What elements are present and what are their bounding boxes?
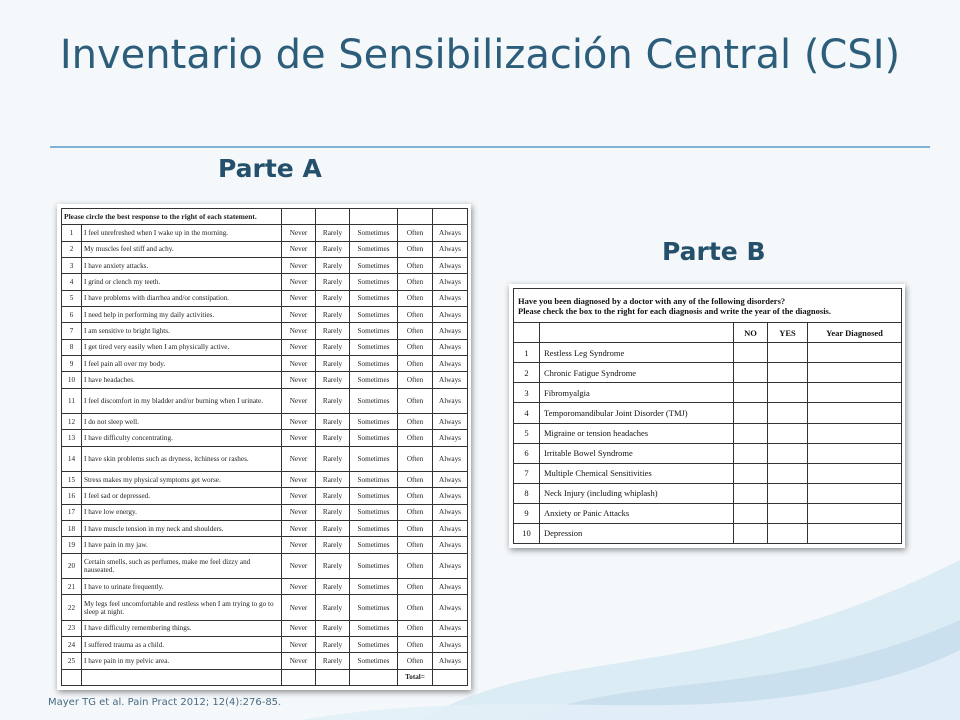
response-option-never[interactable]: Never bbox=[282, 290, 316, 306]
diagnosis-name: Neck Injury (including whiplash) bbox=[540, 483, 734, 503]
table-row bbox=[62, 595, 468, 620]
part-a-questionnaire bbox=[57, 204, 471, 690]
response-option-always[interactable]: Always bbox=[433, 653, 468, 669]
table-row bbox=[62, 356, 468, 372]
response-option-never[interactable]: Never bbox=[282, 388, 316, 413]
item-statement: I feel discomfort in my bladder and/or burning when I urinate. bbox=[82, 388, 282, 413]
item-statement: My muscles feel stiff and achy. bbox=[82, 241, 282, 257]
response-option-sometimes[interactable]: Sometimes bbox=[350, 388, 398, 413]
item-number: 19 bbox=[62, 537, 82, 553]
table-row bbox=[62, 446, 468, 471]
response-option-often[interactable]: Often bbox=[398, 595, 433, 620]
item-number: 17 bbox=[62, 504, 82, 520]
response-option-often[interactable]: Often bbox=[398, 306, 433, 322]
response-option-never[interactable]: Never bbox=[282, 356, 316, 372]
response-option-often[interactable]: Often bbox=[398, 339, 433, 355]
year-diagnosed-cell[interactable] bbox=[808, 443, 902, 463]
response-option-always[interactable]: Always bbox=[433, 620, 468, 636]
response-option-sometimes[interactable]: Sometimes bbox=[350, 372, 398, 388]
table-row bbox=[62, 290, 468, 306]
response-option-often[interactable]: Often bbox=[398, 274, 433, 290]
item-statement: I have low energy. bbox=[82, 504, 282, 520]
blank-cell bbox=[398, 209, 433, 225]
no-checkbox-cell[interactable] bbox=[734, 343, 768, 363]
blank-cell bbox=[62, 669, 82, 685]
item-number: 15 bbox=[62, 472, 82, 488]
response-option-often[interactable]: Often bbox=[398, 388, 433, 413]
table-row bbox=[514, 403, 902, 423]
response-option-rarely[interactable]: Rarely bbox=[316, 257, 350, 273]
item-number: 1 bbox=[514, 343, 540, 363]
response-option-always[interactable]: Always bbox=[433, 488, 468, 504]
no-checkbox-cell[interactable] bbox=[734, 443, 768, 463]
table-row bbox=[514, 343, 902, 363]
response-option-sometimes[interactable]: Sometimes bbox=[350, 537, 398, 553]
response-option-often[interactable]: Often bbox=[398, 553, 433, 578]
response-option-rarely[interactable]: Rarely bbox=[316, 430, 350, 446]
response-option-sometimes[interactable]: Sometimes bbox=[350, 356, 398, 372]
table-row bbox=[62, 372, 468, 388]
table-row bbox=[62, 388, 468, 413]
response-option-sometimes[interactable]: Sometimes bbox=[350, 257, 398, 273]
item-number: 11 bbox=[62, 388, 82, 413]
response-option-sometimes[interactable]: Sometimes bbox=[350, 274, 398, 290]
response-option-often[interactable]: Often bbox=[398, 637, 433, 653]
table-row bbox=[62, 553, 468, 578]
response-option-never[interactable]: Never bbox=[282, 653, 316, 669]
table-row bbox=[514, 383, 902, 403]
col-yes-header: YES bbox=[768, 323, 808, 343]
response-option-often[interactable]: Often bbox=[398, 579, 433, 595]
response-option-never[interactable]: Never bbox=[282, 446, 316, 471]
response-option-always[interactable]: Always bbox=[433, 637, 468, 653]
response-option-sometimes[interactable]: Sometimes bbox=[350, 339, 398, 355]
response-option-sometimes[interactable]: Sometimes bbox=[350, 637, 398, 653]
diagnosis-name: Restless Leg Syndrome bbox=[540, 343, 734, 363]
part-b-intro-line2: Please check the box to the right for each diagnosis and write the year of the diagnosis. bbox=[518, 305, 831, 316]
response-option-often[interactable]: Often bbox=[398, 537, 433, 553]
diagnosis-name: Irritable Bowel Syndrome bbox=[540, 443, 734, 463]
item-number: 5 bbox=[62, 290, 82, 306]
response-option-always[interactable]: Always bbox=[433, 225, 468, 241]
response-option-never[interactable]: Never bbox=[282, 595, 316, 620]
response-option-rarely[interactable]: Rarely bbox=[316, 274, 350, 290]
response-option-often[interactable]: Often bbox=[398, 323, 433, 339]
response-option-sometimes[interactable]: Sometimes bbox=[350, 553, 398, 578]
blank-cell bbox=[514, 323, 540, 343]
response-option-often[interactable]: Often bbox=[398, 488, 433, 504]
yes-checkbox-cell[interactable] bbox=[768, 343, 808, 363]
response-option-sometimes[interactable]: Sometimes bbox=[350, 653, 398, 669]
yes-checkbox-cell[interactable] bbox=[768, 383, 808, 403]
response-option-never[interactable]: Never bbox=[282, 257, 316, 273]
item-number: 1 bbox=[62, 225, 82, 241]
citation: Mayer TG et al. Pain Pract 2012; 12(4):276-85. bbox=[48, 697, 282, 708]
table-row bbox=[514, 463, 902, 483]
total-value-cell[interactable] bbox=[433, 669, 468, 685]
response-option-never[interactable]: Never bbox=[282, 579, 316, 595]
yes-checkbox-cell[interactable] bbox=[768, 423, 808, 443]
response-option-rarely[interactable]: Rarely bbox=[316, 579, 350, 595]
year-diagnosed-cell[interactable] bbox=[808, 523, 902, 543]
year-diagnosed-cell[interactable] bbox=[808, 463, 902, 483]
response-option-often[interactable]: Often bbox=[398, 620, 433, 636]
item-statement: My legs feel uncomfortable and restless when I am trying to go to sleep at night. bbox=[82, 595, 282, 620]
table-row bbox=[514, 363, 902, 383]
table-row bbox=[62, 323, 468, 339]
response-option-often[interactable]: Often bbox=[398, 504, 433, 520]
table-row bbox=[514, 443, 902, 463]
blank-cell bbox=[316, 669, 350, 685]
item-statement: Stress makes my physical symptoms get worse. bbox=[82, 472, 282, 488]
response-option-never[interactable]: Never bbox=[282, 372, 316, 388]
blank-cell bbox=[540, 323, 734, 343]
response-option-sometimes[interactable]: Sometimes bbox=[350, 579, 398, 595]
item-number: 23 bbox=[62, 620, 82, 636]
yes-checkbox-cell[interactable] bbox=[768, 443, 808, 463]
response-option-always[interactable]: Always bbox=[433, 537, 468, 553]
item-number: 12 bbox=[62, 414, 82, 430]
part-a-label: Parte A bbox=[218, 154, 322, 183]
response-option-rarely[interactable]: Rarely bbox=[316, 225, 350, 241]
item-statement: I have headaches. bbox=[82, 372, 282, 388]
table-row bbox=[514, 483, 902, 503]
year-diagnosed-cell[interactable] bbox=[808, 503, 902, 523]
item-number: 16 bbox=[62, 488, 82, 504]
response-option-always[interactable]: Always bbox=[433, 241, 468, 257]
blank-cell bbox=[350, 669, 398, 685]
item-number: 14 bbox=[62, 446, 82, 471]
response-option-often[interactable]: Often bbox=[398, 414, 433, 430]
table-row bbox=[62, 274, 468, 290]
response-option-rarely[interactable]: Rarely bbox=[316, 388, 350, 413]
item-number: 7 bbox=[62, 323, 82, 339]
table-row bbox=[62, 430, 468, 446]
item-number: 6 bbox=[514, 443, 540, 463]
yes-checkbox-cell[interactable] bbox=[768, 523, 808, 543]
item-statement: I am sensitive to bright lights. bbox=[82, 323, 282, 339]
response-option-sometimes[interactable]: Sometimes bbox=[350, 595, 398, 620]
response-option-sometimes[interactable]: Sometimes bbox=[350, 430, 398, 446]
response-option-never[interactable]: Never bbox=[282, 339, 316, 355]
part-b-table bbox=[513, 288, 902, 544]
response-option-rarely[interactable]: Rarely bbox=[316, 595, 350, 620]
response-option-rarely[interactable]: Rarely bbox=[316, 472, 350, 488]
diagnosis-name: Chronic Fatigue Syndrome bbox=[540, 363, 734, 383]
response-option-always[interactable]: Always bbox=[433, 257, 468, 273]
table-row bbox=[62, 488, 468, 504]
response-option-often[interactable]: Often bbox=[398, 521, 433, 537]
item-statement: I feel pain all over my body. bbox=[82, 356, 282, 372]
blank-cell bbox=[316, 209, 350, 225]
response-option-always[interactable]: Always bbox=[433, 595, 468, 620]
response-option-sometimes[interactable]: Sometimes bbox=[350, 414, 398, 430]
response-option-sometimes[interactable]: Sometimes bbox=[350, 472, 398, 488]
response-option-never[interactable]: Never bbox=[282, 472, 316, 488]
response-option-rarely[interactable]: Rarely bbox=[316, 241, 350, 257]
response-option-rarely[interactable]: Rarely bbox=[316, 446, 350, 471]
response-option-often[interactable]: Often bbox=[398, 356, 433, 372]
item-number: 9 bbox=[514, 503, 540, 523]
blank-cell bbox=[433, 209, 468, 225]
response-option-never[interactable]: Never bbox=[282, 323, 316, 339]
item-statement: I have difficulty remembering things. bbox=[82, 620, 282, 636]
response-option-never[interactable]: Never bbox=[282, 225, 316, 241]
item-statement: I have problems with diarrhea and/or constipation. bbox=[82, 290, 282, 306]
response-option-always[interactable]: Always bbox=[433, 274, 468, 290]
response-option-often[interactable]: Often bbox=[398, 372, 433, 388]
item-number: 6 bbox=[62, 306, 82, 322]
response-option-never[interactable]: Never bbox=[282, 241, 316, 257]
part-a-instruction: Please circle the best response to the right of each statement. bbox=[62, 209, 282, 225]
table-row bbox=[62, 414, 468, 430]
total-row bbox=[62, 669, 468, 685]
yes-checkbox-cell[interactable] bbox=[768, 363, 808, 383]
item-number: 7 bbox=[514, 463, 540, 483]
no-checkbox-cell[interactable] bbox=[734, 403, 768, 423]
response-option-rarely[interactable]: Rarely bbox=[316, 290, 350, 306]
no-checkbox-cell[interactable] bbox=[734, 463, 768, 483]
no-checkbox-cell[interactable] bbox=[734, 483, 768, 503]
response-option-sometimes[interactable]: Sometimes bbox=[350, 504, 398, 520]
response-option-always[interactable]: Always bbox=[433, 504, 468, 520]
diagnosis-name: Migraine or tension headaches bbox=[540, 423, 734, 443]
item-statement: Certain smells, such as perfumes, make me feel dizzy and nauseated. bbox=[82, 553, 282, 578]
response-option-often[interactable]: Often bbox=[398, 446, 433, 471]
response-option-never[interactable]: Never bbox=[282, 414, 316, 430]
response-option-never[interactable]: Never bbox=[282, 620, 316, 636]
part-b-label: Parte B bbox=[662, 237, 766, 266]
col-no-header: NO bbox=[734, 323, 768, 343]
item-number: 18 bbox=[62, 521, 82, 537]
year-diagnosed-cell[interactable] bbox=[808, 343, 902, 363]
item-statement: I feel unrefreshed when I wake up in the morning. bbox=[82, 225, 282, 241]
item-statement: I have difficulty concentrating. bbox=[82, 430, 282, 446]
yes-checkbox-cell[interactable] bbox=[768, 483, 808, 503]
no-checkbox-cell[interactable] bbox=[734, 423, 768, 443]
total-label: Total= bbox=[398, 669, 433, 685]
response-option-often[interactable]: Often bbox=[398, 257, 433, 273]
no-checkbox-cell[interactable] bbox=[734, 383, 768, 403]
table-row bbox=[514, 503, 902, 523]
table-row bbox=[62, 257, 468, 273]
table-row bbox=[62, 620, 468, 636]
table-row bbox=[62, 579, 468, 595]
response-option-always[interactable]: Always bbox=[433, 290, 468, 306]
response-option-sometimes[interactable]: Sometimes bbox=[350, 290, 398, 306]
table-row bbox=[62, 241, 468, 257]
item-number: 9 bbox=[62, 356, 82, 372]
item-statement: I have pain in my pelvic area. bbox=[82, 653, 282, 669]
part-b-intro bbox=[514, 289, 902, 323]
response-option-often[interactable]: Often bbox=[398, 430, 433, 446]
response-option-always[interactable]: Always bbox=[433, 388, 468, 413]
response-option-often[interactable]: Often bbox=[398, 472, 433, 488]
yes-checkbox-cell[interactable] bbox=[768, 503, 808, 523]
item-statement: I suffered trauma as a child. bbox=[82, 637, 282, 653]
table-row bbox=[62, 339, 468, 355]
blank-cell bbox=[350, 209, 398, 225]
response-option-never[interactable]: Never bbox=[282, 537, 316, 553]
response-option-rarely[interactable]: Rarely bbox=[316, 323, 350, 339]
diagnosis-name: Multiple Chemical Sensitivities bbox=[540, 463, 734, 483]
response-option-always[interactable]: Always bbox=[433, 414, 468, 430]
response-option-rarely[interactable]: Rarely bbox=[316, 306, 350, 322]
response-option-always[interactable]: Always bbox=[433, 339, 468, 355]
response-option-always[interactable]: Always bbox=[433, 356, 468, 372]
diagnosis-name: Depression bbox=[540, 523, 734, 543]
diagnosis-name: Anxiety or Panic Attacks bbox=[540, 503, 734, 523]
item-statement: I have skin problems such as dryness, itchiness or rashes. bbox=[82, 446, 282, 471]
table-row bbox=[62, 637, 468, 653]
response-option-always[interactable]: Always bbox=[433, 430, 468, 446]
response-option-never[interactable]: Never bbox=[282, 521, 316, 537]
item-statement: I grind or clench my teeth. bbox=[82, 274, 282, 290]
response-option-always[interactable]: Always bbox=[433, 446, 468, 471]
response-option-rarely[interactable]: Rarely bbox=[316, 620, 350, 636]
year-diagnosed-cell[interactable] bbox=[808, 483, 902, 503]
no-checkbox-cell[interactable] bbox=[734, 363, 768, 383]
table-row bbox=[62, 521, 468, 537]
item-statement: I have muscle tension in my neck and shoulders. bbox=[82, 521, 282, 537]
year-diagnosed-cell[interactable] bbox=[808, 403, 902, 423]
response-option-never[interactable]: Never bbox=[282, 637, 316, 653]
response-option-often[interactable]: Often bbox=[398, 241, 433, 257]
item-number: 10 bbox=[62, 372, 82, 388]
response-option-sometimes[interactable]: Sometimes bbox=[350, 488, 398, 504]
item-number: 4 bbox=[62, 274, 82, 290]
response-option-always[interactable]: Always bbox=[433, 553, 468, 578]
response-option-rarely[interactable]: Rarely bbox=[316, 372, 350, 388]
response-option-always[interactable]: Always bbox=[433, 521, 468, 537]
response-option-sometimes[interactable]: Sometimes bbox=[350, 323, 398, 339]
response-option-never[interactable]: Never bbox=[282, 488, 316, 504]
yes-checkbox-cell[interactable] bbox=[768, 463, 808, 483]
item-number: 5 bbox=[514, 423, 540, 443]
response-option-always[interactable]: Always bbox=[433, 306, 468, 322]
response-option-never[interactable]: Never bbox=[282, 274, 316, 290]
year-diagnosed-cell[interactable] bbox=[808, 383, 902, 403]
title-divider bbox=[50, 146, 930, 148]
item-statement: I have pain in my jaw. bbox=[82, 537, 282, 553]
response-option-sometimes[interactable]: Sometimes bbox=[350, 225, 398, 241]
response-option-always[interactable]: Always bbox=[433, 372, 468, 388]
response-option-never[interactable]: Never bbox=[282, 430, 316, 446]
response-option-sometimes[interactable]: Sometimes bbox=[350, 446, 398, 471]
item-number: 3 bbox=[62, 257, 82, 273]
response-option-sometimes[interactable]: Sometimes bbox=[350, 241, 398, 257]
item-number: 24 bbox=[62, 637, 82, 653]
response-option-rarely[interactable]: Rarely bbox=[316, 653, 350, 669]
table-row bbox=[62, 306, 468, 322]
slide-title: Inventario de Sensibilización Central (CSI) bbox=[59, 32, 901, 78]
item-statement: I have anxiety attacks. bbox=[82, 257, 282, 273]
response-option-sometimes[interactable]: Sometimes bbox=[350, 620, 398, 636]
table-row bbox=[514, 523, 902, 543]
table-row bbox=[62, 504, 468, 520]
item-number: 4 bbox=[514, 403, 540, 423]
diagnosis-name: Fibromyalgia bbox=[540, 383, 734, 403]
item-number: 22 bbox=[62, 595, 82, 620]
response-option-always[interactable]: Always bbox=[433, 472, 468, 488]
col-year-header: Year Diagnosed bbox=[808, 323, 902, 343]
item-statement: I have to urinate frequently. bbox=[82, 579, 282, 595]
table-row bbox=[62, 653, 468, 669]
response-option-often[interactable]: Often bbox=[398, 225, 433, 241]
no-checkbox-cell[interactable] bbox=[734, 503, 768, 523]
response-option-always[interactable]: Always bbox=[433, 579, 468, 595]
blank-cell bbox=[282, 209, 316, 225]
blank-cell bbox=[82, 669, 282, 685]
table-row bbox=[62, 225, 468, 241]
response-option-rarely[interactable]: Rarely bbox=[316, 637, 350, 653]
response-option-never[interactable]: Never bbox=[282, 553, 316, 578]
year-diagnosed-cell[interactable] bbox=[808, 423, 902, 443]
item-statement: I get tired very easily when I am physically active. bbox=[82, 339, 282, 355]
item-number: 3 bbox=[514, 383, 540, 403]
item-number: 8 bbox=[514, 483, 540, 503]
item-statement: I do not sleep well. bbox=[82, 414, 282, 430]
response-option-rarely[interactable]: Rarely bbox=[316, 356, 350, 372]
item-number: 13 bbox=[62, 430, 82, 446]
table-row bbox=[62, 537, 468, 553]
year-diagnosed-cell[interactable] bbox=[808, 363, 902, 383]
response-option-sometimes[interactable]: Sometimes bbox=[350, 306, 398, 322]
item-number: 10 bbox=[514, 523, 540, 543]
response-option-often[interactable]: Often bbox=[398, 290, 433, 306]
response-option-rarely[interactable]: Rarely bbox=[316, 521, 350, 537]
response-option-often[interactable]: Often bbox=[398, 653, 433, 669]
part-a-table bbox=[61, 208, 468, 686]
response-option-always[interactable]: Always bbox=[433, 323, 468, 339]
part-b-questionnaire bbox=[509, 284, 905, 548]
item-number: 21 bbox=[62, 579, 82, 595]
item-statement: I need help in performing my daily activities. bbox=[82, 306, 282, 322]
item-number: 2 bbox=[514, 363, 540, 383]
part-b-intro-line1: Have you been diagnosed by a doctor with any of the following disorders? bbox=[518, 295, 786, 306]
response-option-rarely[interactable]: Rarely bbox=[316, 504, 350, 520]
response-option-never[interactable]: Never bbox=[282, 306, 316, 322]
response-option-rarely[interactable]: Rarely bbox=[316, 553, 350, 578]
response-option-rarely[interactable]: Rarely bbox=[316, 537, 350, 553]
table-row bbox=[62, 472, 468, 488]
item-statement: I feel sad or depressed. bbox=[82, 488, 282, 504]
diagnosis-name: Temporomandibular Joint Disorder (TMJ) bbox=[540, 403, 734, 423]
no-checkbox-cell[interactable] bbox=[734, 523, 768, 543]
response-option-sometimes[interactable]: Sometimes bbox=[350, 521, 398, 537]
response-option-rarely[interactable]: Rarely bbox=[316, 488, 350, 504]
response-option-rarely[interactable]: Rarely bbox=[316, 414, 350, 430]
item-number: 20 bbox=[62, 553, 82, 578]
item-number: 25 bbox=[62, 653, 82, 669]
item-number: 8 bbox=[62, 339, 82, 355]
table-row bbox=[514, 423, 902, 443]
yes-checkbox-cell[interactable] bbox=[768, 403, 808, 423]
item-number: 2 bbox=[62, 241, 82, 257]
response-option-rarely[interactable]: Rarely bbox=[316, 339, 350, 355]
blank-cell bbox=[282, 669, 316, 685]
response-option-never[interactable]: Never bbox=[282, 504, 316, 520]
